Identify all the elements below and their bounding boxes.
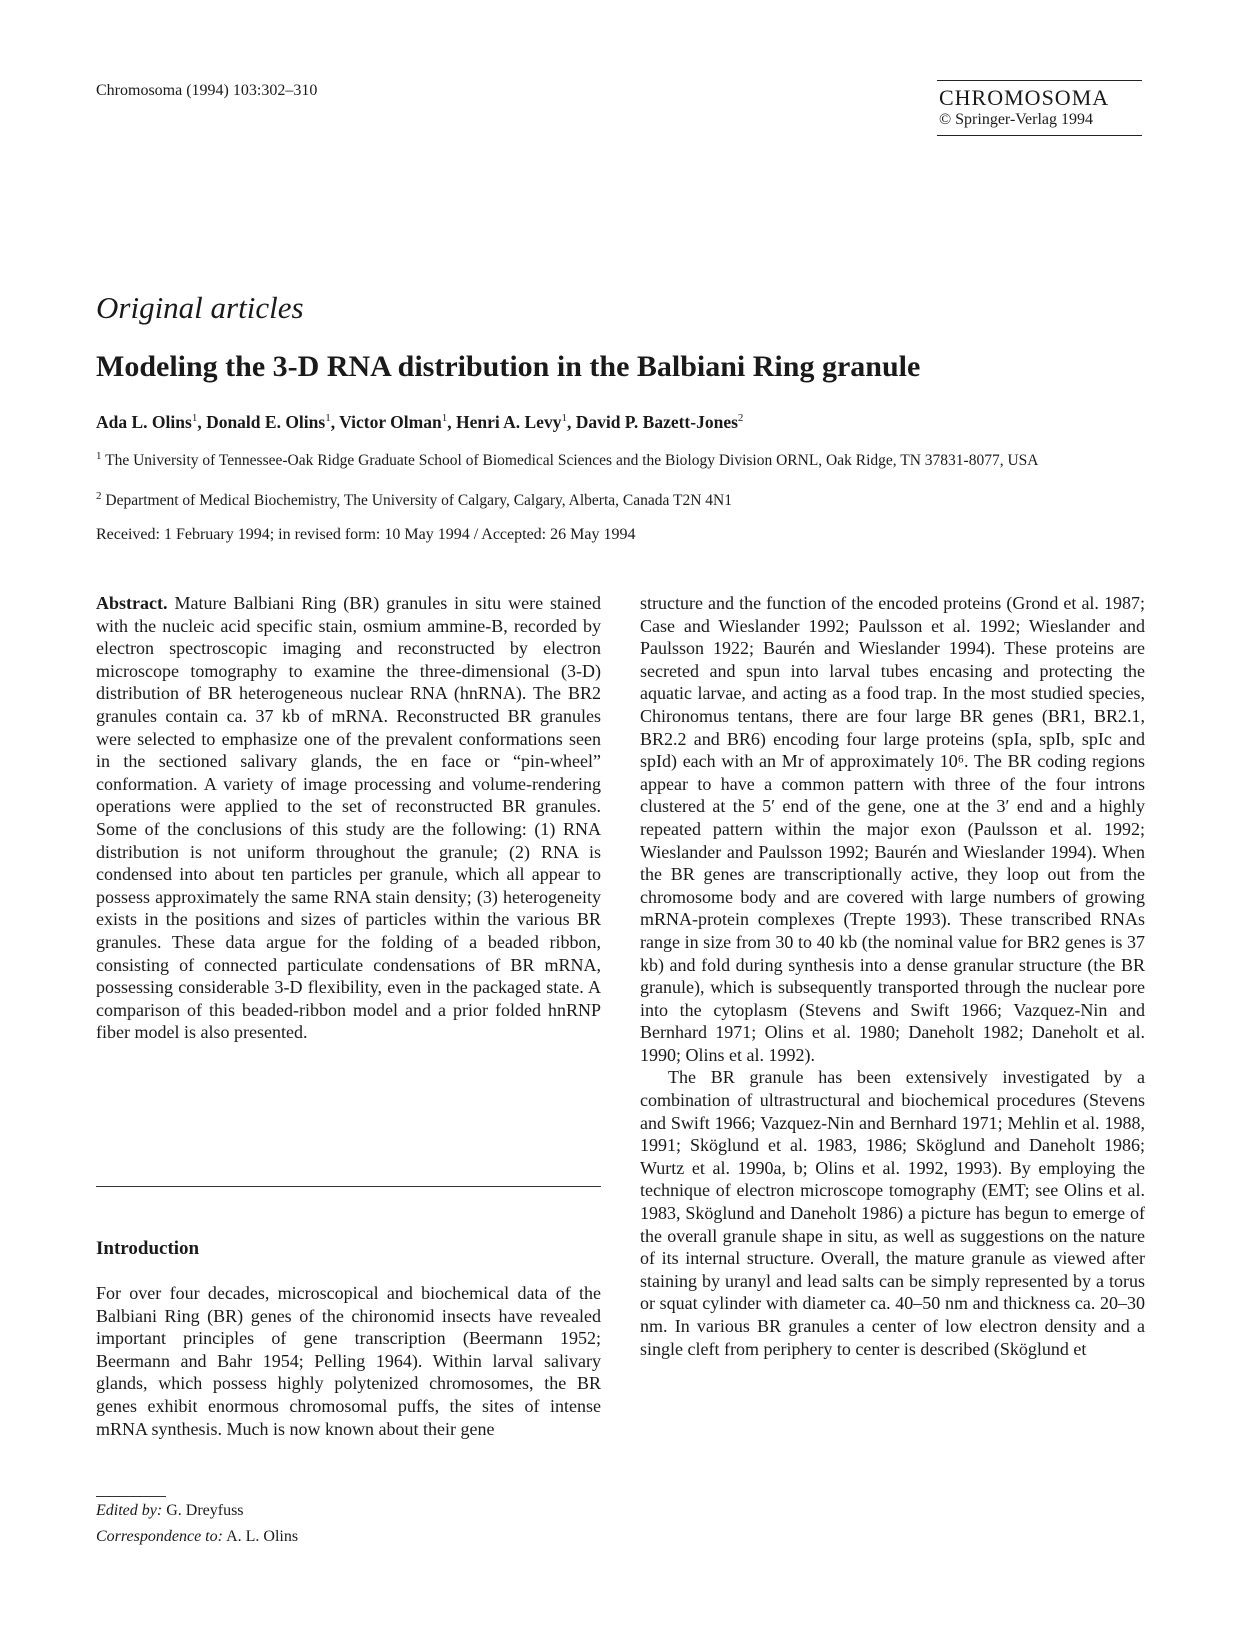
footnote-rule	[96, 1496, 166, 1497]
paragraph: The BR granule has been extensively investigated by a combination of ultrastructural and biochemical procedures (Stevens and Swift 1966; Vazquez-Nin and Bernhard 1971; Mehlin et al. 1988, 1991; Sköglund et al. 1983, 1986; Sköglund and Daneholt 1986; Wurtz et al. 1990a, b; Olins et al. 1992, 1993). By employing the technique of electron microscope tomography (EMT; see Olins et al. 1983, Sköglund and Daneholt 1986) a picture has begun to emerge of the overall granule shape in situ, as well as suggestions on the nature of its internal structure. Overall, the mature granule as viewed after staining by uranyl and lead salts can be simply represented by a torus or squat cylinder with diameter ca. 40–50 nm and thickness ca. 20–30 nm. In various BR granules a center of low electron density and a single cleft from periphery to center is described (Sköglund et	[640, 1067, 1145, 1359]
author-name: Donald E. Olins	[206, 412, 326, 432]
paragraph: structure and the function of the encoded proteins (Grond et al. 1987; Case and Wieslander 1992; Paulsson et al. 1992; Wieslander and Paulsson 1922; Baurén and Wieslander 1994). These proteins are secreted and spun into larval tubes encasing and protecting the aquatic larvae, and acting as a food trap. In the most studied species, Chironomus tentans, there are four large BR genes (BR1, BR2.1, BR2.2 and BR6) encoding four large proteins (spIa, spIb, spIc and spId) each with an Mr of approximately 10⁶. The BR coding regions appear to have a common pattern with three of the four introns clustered at the 5′ end of the gene, one at the 3′ end and a highly repeated pattern within the major exon (Paulsson et al. 1992; Wieslander and Paulsson 1992; Baurén and Wieslander 1994). When the BR genes are transcriptionally active, they loop out from the chromosome body and are covered with large numbers of growing mRNA-protein complexes (Trepte 1993). These transcribed RNAs range in size from 30 to 40 kb (the nominal value for BR2 genes is 37 kb) and fold during synthesis into a dense granular structure (the BR granule), which is subsequently transported through the nuclear pore into the cytoplasm (Stevens and Swift 1966; Vazquez-Nin and Bernhard 1971; Olins et al. 1980; Daneholt 1982; Daneholt et al. 1990; Olins et al. 1992).	[640, 593, 1145, 1065]
footnote-label: Correspondence to:	[96, 1528, 223, 1545]
abstract-text: Mature Balbiani Ring (BR) granules in situ were stained with the nucleic acid specific stain, osmium ammine-B, recorded by electron spectroscopic imaging and reconstructed by electron microscope tomography to examine the three-dimensional (3-D) distribution of BR heterogeneous nuclear RNA (hnRNA). The BR2 granules contain ca. 37 kb of mRNA. Reconstructed BR granules were selected to emphasize one of the prevalent conformations seen in the sectioned salivary glands, the en face or “pin-wheel” conformation. A variety of image processing and volume-rendering operations were applied to the set of reconstructed BR granules. Some of the conclusions of this study are the following: (1) RNA distribution is not uniform throughout the granule; (2) RNA is condensed into about ten particles per granule, which all appear to possess approximately the same RNA stain density; (3) heterogeneity exists in the positions and sizes of particles within the various BR granules. These data argue for the folding of a beaded ribbon, consisting of connected particulate condensations of BR mRNA, possessing considerable 3-D flexibility, even in the packaged state. A comparison of this beaded-ribbon model and a prior folded hnRNP fiber model is also presented.	[96, 593, 602, 1043]
author-affiliation-mark: 1	[561, 412, 567, 425]
author-affiliation-mark: 2	[737, 412, 744, 425]
footnote-label: Edited by:	[96, 1502, 163, 1519]
author-name: Victor Olman	[339, 412, 442, 432]
author-affiliation-mark: 1	[325, 412, 331, 425]
right-column-body	[640, 592, 1145, 1360]
author-affiliation-mark: 1	[441, 412, 448, 425]
abstract	[96, 592, 601, 1044]
author-list: Ada L. Olins$^1$, Donald E. Olins$^1$, Victor Olman$^1$, Henri A. Levy$^1$, David P. Bazett-Jones$^2$	[96, 412, 744, 432]
article-title: Modeling the 3-D RNA distribution in the Balbiani Ring granule	[96, 350, 921, 383]
journal-citation: Chromosoma (1994) 103:302–310	[96, 82, 318, 99]
affiliation	[96, 447, 1146, 470]
journal-masthead	[937, 80, 1142, 136]
received-dates: Received: 1 February 1994; in revised form: 10 May 1994 / Accepted: 26 May 1994	[96, 526, 636, 543]
affiliation-text: The University of Tennessee-Oak Ridge Graduate School of Biomedical Sciences and the Biology Division ORNL, Oak Ridge, TN 37831-8077, USA	[105, 452, 1039, 470]
footnote-value: A. L. Olins	[226, 1528, 299, 1545]
affiliation-number: 2	[96, 490, 102, 502]
affiliation	[96, 487, 1146, 510]
correspondence-footnote	[96, 1528, 298, 1546]
introduction-heading: Introduction	[96, 1238, 200, 1259]
introduction-body	[96, 1282, 601, 1440]
abstract-label: Abstract.	[96, 593, 168, 613]
affiliation-number: 1	[96, 450, 102, 462]
section-divider	[96, 1186, 601, 1187]
journal-name: CHROMOSOMA	[939, 85, 1110, 110]
editor-footnote	[96, 1502, 244, 1520]
author-name: David P. Bazett-Jones	[575, 412, 738, 432]
copyright-line: © Springer-Verlag 1994	[939, 111, 1094, 128]
author-affiliation-mark: 1	[191, 412, 198, 425]
footnote-value: G. Dreyfuss	[166, 1502, 244, 1519]
author-name: Henri A. Levy	[455, 412, 562, 432]
affiliation-text: Department of Medical Biochemistry, The University of Calgary, Calgary, Alberta, Canada T2N 4N1	[105, 492, 732, 510]
author-name: Ada L. Olins	[96, 412, 192, 432]
section-label: Original articles	[96, 290, 304, 325]
paragraph: For over four decades, microscopical and biochemical data of the Balbiani Ring (BR) genes of the chironomid insects have revealed important principles of gene transcription (Beermann 1952; Beermann and Bahr 1954; Pelling 1964). Within larval salivary glands, which possess highly polytenized chromosomes, the BR genes exhibit enormous chromosomal puffs, the sites of intense mRNA synthesis. Much is now known about their gene	[96, 1283, 601, 1439]
